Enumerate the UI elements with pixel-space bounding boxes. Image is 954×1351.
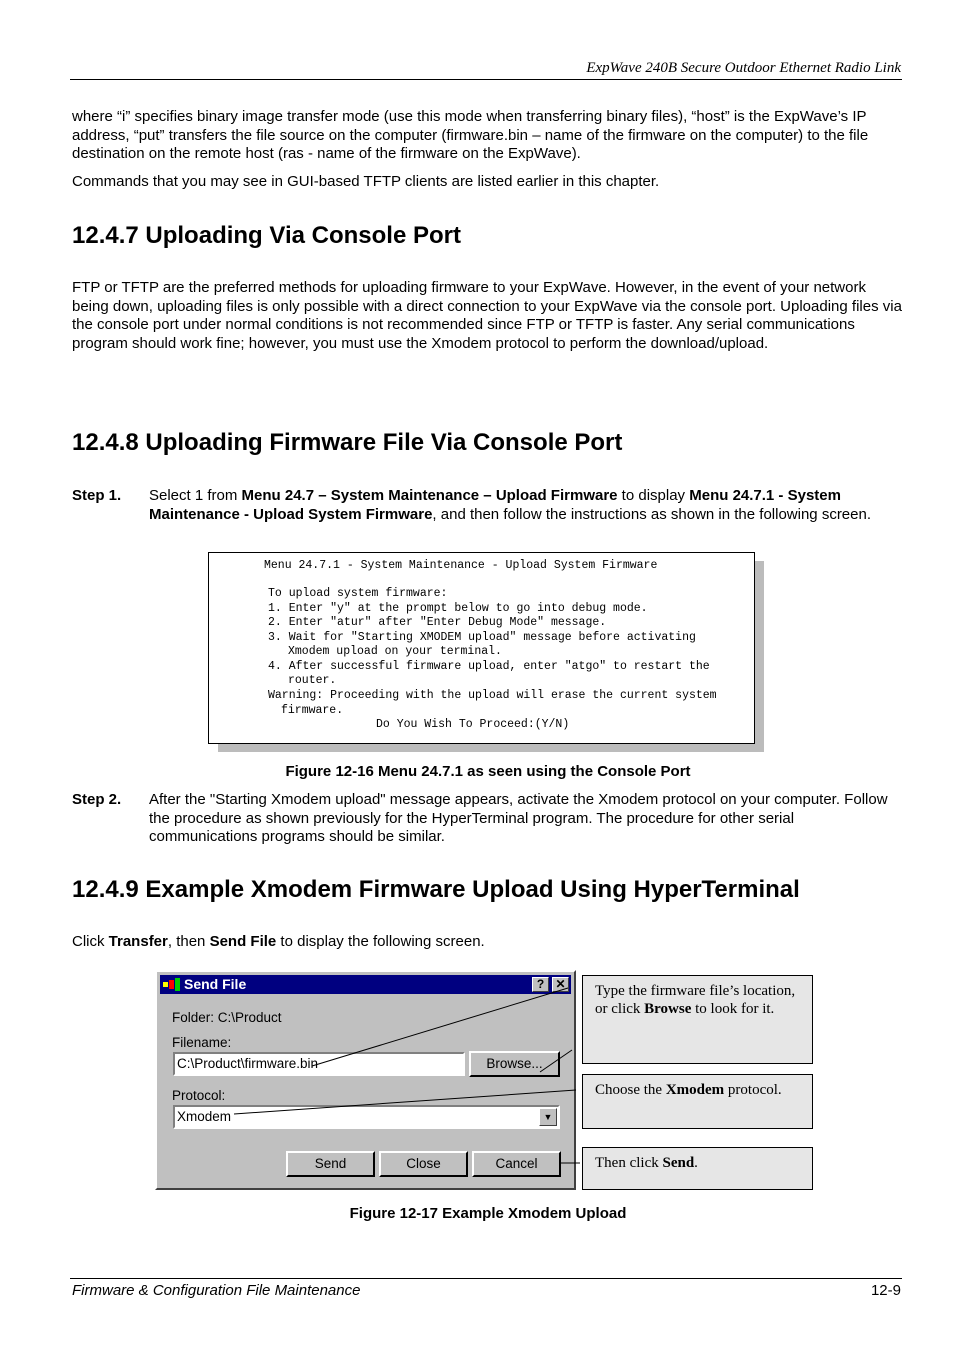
console-line: firmware.	[281, 704, 344, 717]
cancel-button[interactable]: Cancel	[472, 1151, 561, 1177]
close-button[interactable]: Close	[379, 1151, 468, 1177]
console-line: 3. Wait for "Starting XMODEM upload" message before activating	[268, 631, 696, 644]
chevron-down-icon[interactable]: ▼	[539, 1108, 557, 1126]
footer-rule	[70, 1278, 902, 1279]
console-prompt: Do You Wish To Proceed:(Y/N)	[376, 718, 570, 731]
section-body-12-4-7: FTP or TFTP are the preferred methods for uploading firmware to your ExpWave. However, in the event of your network being down, uploading files is only possible with a direct connection to your ExpWave via the console port. Uploading files via the console port under normal conditions is not recommended since FTP or TFTP is faster. Any serial communications program should work fine; however, you must use the Xmodem protocol to perform the download/upload.	[72, 279, 902, 352]
folder-label: Folder: C:\Product	[172, 1010, 282, 1025]
filename-input[interactable]: C:\Product\firmware.bin	[173, 1052, 465, 1076]
callout-send: Then click Send.	[582, 1147, 813, 1190]
dialog-title: Send File	[184, 976, 247, 992]
callout-filename: Type the firmware file’s location, or click Browse to look for it.	[582, 975, 813, 1064]
console-warning: Warning: Proceeding with the upload will erase the current system	[268, 689, 717, 702]
intro-paragraph: where “i” specifies binary image transfer mode (use this mode when transferring binary files), “host” is the ExpWave’s IP address, “put” transfers the file source on the computer (firmware.bin – name of the firmware on the computer) to the file destination on the remote host (ras - name of the firmware on the ExpWave).	[72, 108, 869, 162]
close-icon[interactable]: ✕	[552, 977, 569, 992]
page-number: 12-9	[870, 1282, 901, 1299]
protocol-selected-value: Xmodem	[177, 1109, 232, 1124]
step-1-text: Select 1 from Menu 24.7 – System Maintenance – Upload Firmware to display Menu 24.7.1 - System Maintenance - Upload System Firmware, and then follow the instructions as shown in the following screen.	[149, 487, 872, 523]
send-button[interactable]: Send	[286, 1151, 375, 1177]
browse-button[interactable]: Browse...	[469, 1051, 560, 1077]
section-heading-12-4-8: 12.4.8 Uploading Firmware File Via Console Port	[72, 429, 623, 456]
section-heading-12-4-7: 12.4.7 Uploading Via Console Port	[72, 222, 461, 249]
step-2-label: Step 2.	[72, 791, 122, 808]
figure-caption-12-17: Figure 12-17 Example Xmodem Upload	[349, 1205, 627, 1222]
console-line: Xmodem upload on your terminal.	[288, 645, 502, 658]
filename-label: Filename:	[172, 1035, 232, 1050]
step-1-label: Step 1.	[72, 487, 122, 504]
section-intro-12-4-9: Click Transfer, then Send File to display the following screen.	[72, 933, 485, 950]
section-heading-12-4-9: 12.4.9 Example Xmodem Firmware Upload Using HyperTerminal	[72, 876, 800, 903]
figure-caption-12-16: Figure 12-16 Menu 24.7.1 as seen using the Console Port	[285, 763, 691, 780]
console-title: Menu 24.7.1 - System Maintenance - Upload System Firmware	[264, 559, 658, 572]
console-line: 2. Enter "atur" after "Enter Debug Mode" message.	[268, 616, 607, 629]
console-line: 1. Enter "y" at the prompt below to go into debug mode.	[268, 602, 648, 615]
callout-protocol: Choose the Xmodem protocol.	[582, 1074, 813, 1129]
console-line: To upload system firmware:	[268, 587, 448, 600]
help-button[interactable]: ?	[532, 977, 549, 992]
footer-chapter: Firmware & Configuration File Maintenance	[72, 1282, 361, 1299]
protocol-label: Protocol:	[172, 1088, 226, 1103]
console-line: 4. After successful firmware upload, enter "atgo" to restart the	[268, 660, 710, 673]
console-line: router.	[288, 674, 337, 687]
intro-paragraph-2: Commands that you may see in GUI-based TFTP clients are listed earlier in this chapter.	[72, 173, 660, 190]
running-header: ExpWave 240B Secure Outdoor Ethernet Radio Link	[586, 60, 901, 76]
step-2-text: After the "Starting Xmodem upload" message appears, activate the Xmodem protocol on your computer. Follow the procedure as shown previously for the HyperTerminal program. The procedure for other serial communications programs should be similar.	[149, 791, 888, 845]
